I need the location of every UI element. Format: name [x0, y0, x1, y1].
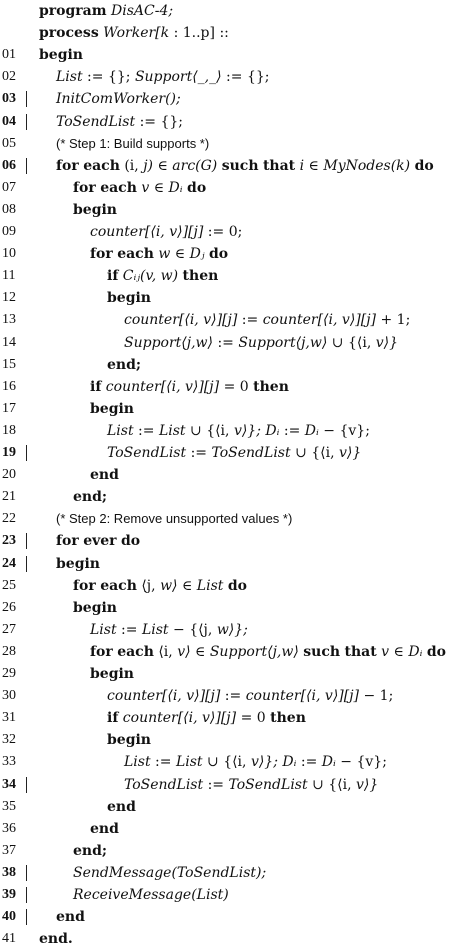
line-number: 39 [2, 887, 16, 902]
code-line [0, 332, 474, 354]
code-text: if counter[⟨i, v⟩][j] = 0 then [107, 710, 306, 727]
code-text: program DisAC-4; [39, 3, 174, 19]
code-text: end; [73, 489, 108, 506]
code-line [0, 442, 474, 464]
line-number: 01 [2, 47, 16, 63]
code-line [0, 575, 474, 597]
code-text: for each ⟨j, w⟩ ∈ List do [73, 577, 247, 594]
code-line [0, 906, 474, 928]
line-number: 37 [2, 842, 16, 858]
code-line [0, 597, 474, 619]
code-text: ToSendList := {}; [56, 113, 184, 130]
code-text: List := List − {⟨j, w⟩}; [90, 621, 248, 638]
code-text: (* Step 2: Remove unsupported values *) [56, 511, 293, 527]
line-number: 10 [2, 246, 16, 262]
line-number: 15 [2, 356, 16, 372]
line-number: 28 [2, 643, 16, 659]
code-text: InitComWorker(); [56, 91, 181, 108]
code-text: process Worker[k : 1..p] :: [39, 25, 229, 42]
code-line [0, 928, 474, 950]
code-text: end [90, 820, 119, 837]
code-line [0, 309, 474, 331]
code-line [0, 486, 474, 508]
code-line [0, 133, 474, 155]
line-number: 09 [2, 224, 16, 239]
code-text: counter[⟨i, v⟩][j] := counter[⟨i, v⟩][j] + 1; [124, 312, 411, 329]
line-number: 33 [2, 754, 16, 770]
code-line [0, 751, 474, 773]
change-marker [26, 533, 27, 549]
header-line [0, 22, 474, 44]
line-number: 35 [2, 798, 16, 814]
code-text: begin [73, 201, 117, 218]
line-number: 20 [2, 467, 16, 483]
code-line [0, 398, 474, 420]
code-text: end; [107, 356, 142, 373]
line-number: 21 [2, 489, 16, 505]
code-text: if Cᵢⱼ(v, w) then [107, 268, 219, 285]
code-text: begin [90, 666, 134, 682]
code-text: counter[⟨i, v⟩][j] := counter[⟨i, v⟩][j] − 1; [107, 688, 394, 705]
change-marker [26, 445, 27, 461]
line-number: 23 [2, 533, 16, 549]
code-text: List := List ∪ {⟨i, v⟩}; Dᵢ := Dᵢ − {v}; [107, 422, 370, 439]
line-number: 18 [2, 422, 16, 438]
code-line [0, 354, 474, 376]
line-number: 11 [2, 268, 16, 284]
code-text: Support⟨j,w⟩ := Support⟨j,w⟩ ∪ {⟨i, v⟩} [124, 334, 398, 351]
line-number: 02 [2, 69, 16, 85]
line-number: 17 [2, 400, 16, 416]
code-text: ReceiveMessage(List) [73, 887, 229, 903]
code-line [0, 619, 474, 641]
code-text: ToSendList := ToSendList ∪ {⟨i, v⟩} [124, 776, 379, 793]
header-line [0, 0, 474, 22]
line-number: 16 [2, 378, 16, 394]
line-number: 14 [2, 334, 16, 350]
line-number: 22 [2, 511, 16, 527]
code-line [0, 221, 474, 243]
code-text: begin [39, 47, 83, 64]
code-line [0, 553, 474, 575]
code-text: end [90, 467, 119, 484]
code-text: begin [107, 732, 151, 749]
code-text: if counter[⟨i, v⟩][j] = 0 then [90, 378, 289, 395]
code-line [0, 508, 474, 530]
code-text: for each v ∈ Dᵢ do [73, 179, 207, 196]
line-number: 19 [2, 445, 16, 460]
code-text: for ever do [56, 533, 141, 550]
code-line [0, 155, 474, 177]
change-marker [26, 865, 27, 881]
code-line [0, 862, 474, 884]
code-line [0, 641, 474, 663]
code-text: begin [56, 555, 100, 572]
line-number: 13 [2, 312, 16, 328]
code-line [0, 199, 474, 221]
code-line [0, 530, 474, 552]
line-number: 05 [2, 135, 16, 151]
code-text: end [56, 909, 85, 926]
code-text: List := List ∪ {⟨i, v⟩}; Dᵢ := Dᵢ − {v}; [124, 754, 387, 771]
line-number: 06 [2, 157, 16, 173]
line-number: 26 [2, 599, 16, 615]
line-number: 32 [2, 732, 16, 748]
code-line [0, 840, 474, 862]
code-line [0, 774, 474, 796]
code-line [0, 243, 474, 265]
code-text: (* Step 1: Build supports *) [56, 135, 210, 151]
code-text: begin [107, 290, 151, 307]
code-text: end; [73, 842, 108, 859]
code-line [0, 884, 474, 906]
line-number: 31 [2, 710, 16, 726]
line-number: 03 [2, 91, 16, 107]
code-line [0, 796, 474, 818]
line-number: 12 [2, 290, 16, 306]
code-text: ToSendList := ToSendList ∪ {⟨i, v⟩} [107, 445, 362, 461]
code-line [0, 177, 474, 199]
code-text: begin [90, 400, 134, 417]
change-marker [26, 91, 27, 107]
line-number: 34 [2, 776, 16, 792]
line-number: 38 [2, 864, 16, 880]
code-line [0, 685, 474, 707]
code-line [0, 376, 474, 398]
code-text: counter[⟨i, v⟩][j] := 0; [90, 224, 243, 240]
code-line [0, 111, 474, 133]
change-marker [26, 777, 27, 793]
change-marker [26, 158, 27, 174]
code-text: end [107, 798, 136, 815]
code-line [0, 729, 474, 751]
line-number: 29 [2, 666, 16, 681]
code-line [0, 464, 474, 486]
change-marker [26, 909, 27, 925]
line-number: 07 [2, 179, 16, 195]
line-number: 40 [2, 909, 16, 925]
code-text: for each w ∈ Dⱼ do [90, 246, 229, 263]
code-text: end. [39, 931, 73, 948]
code-line [0, 265, 474, 287]
code-line [0, 663, 474, 685]
line-number: 24 [2, 555, 16, 571]
line-number: 36 [2, 820, 16, 836]
line-number: 30 [2, 688, 16, 704]
code-line [0, 707, 474, 729]
change-marker [26, 887, 27, 903]
code-text: for each (i, j) ∈ arc(G) such that i ∈ MyNodes(k) do [56, 157, 434, 174]
code-text: begin [73, 599, 117, 616]
code-text: List := {}; Support⟨_,_⟩ := {}; [56, 69, 270, 86]
code-line [0, 287, 474, 309]
code-line [0, 44, 474, 66]
code-line [0, 88, 474, 110]
line-number: 08 [2, 201, 16, 217]
change-marker [26, 556, 27, 572]
code-line [0, 818, 474, 840]
code-line [0, 420, 474, 442]
line-number: 04 [2, 113, 16, 129]
code-text: SendMessage(ToSendList); [73, 864, 267, 881]
line-number: 27 [2, 621, 16, 637]
line-number: 25 [2, 577, 16, 593]
line-number: 41 [2, 931, 16, 947]
code-line [0, 66, 474, 88]
code-text: for each ⟨i, v⟩ ∈ Support⟨j,w⟩ such that v ∈ Dᵢ do [90, 643, 446, 660]
change-marker [26, 114, 27, 130]
